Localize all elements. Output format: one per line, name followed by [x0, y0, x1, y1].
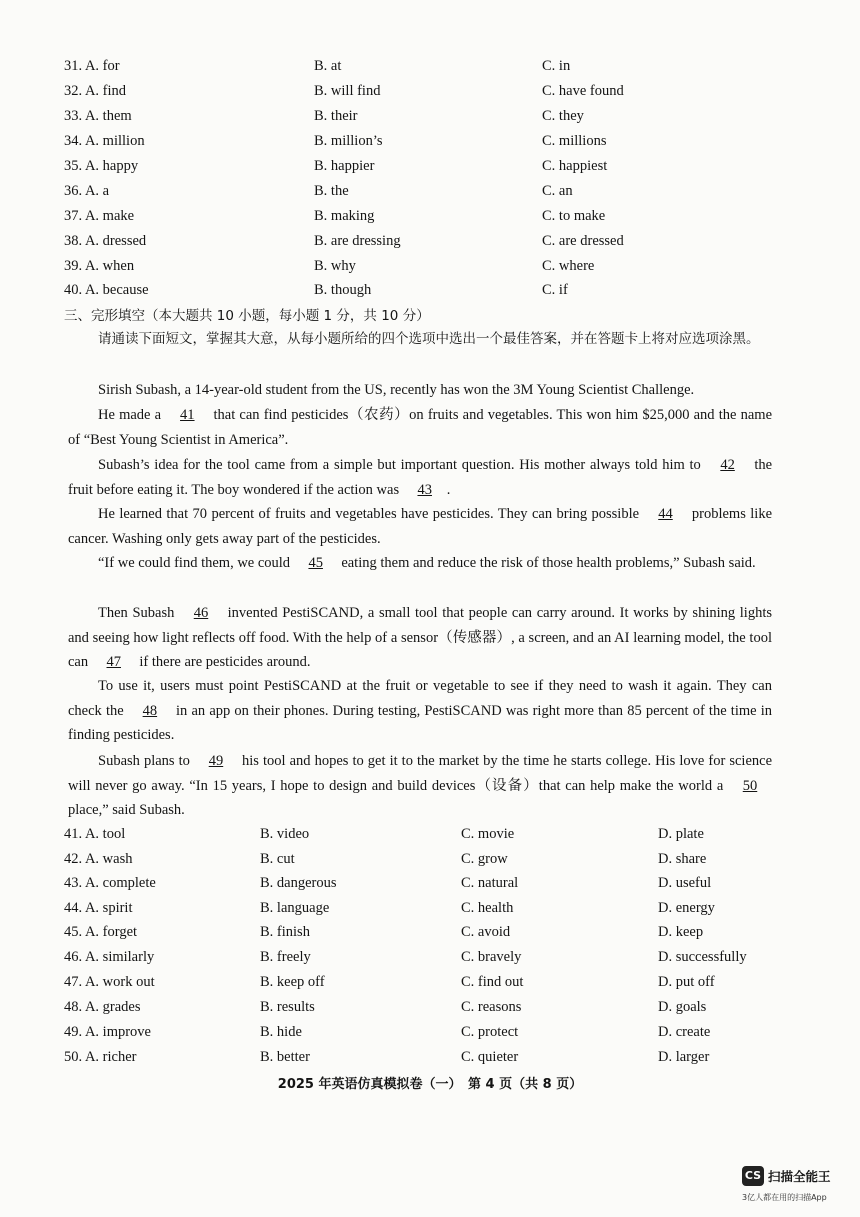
question-46 — [64, 949, 784, 973]
option-c: C. if — [542, 282, 568, 298]
option-c: C. reasons — [461, 999, 522, 1015]
option-a: 47. A. work out — [64, 974, 155, 990]
option-b: B. are dressing — [314, 233, 401, 249]
question-34 — [64, 133, 784, 157]
passage-paragraph-3: Subash’s idea for the tool came from a simple but important question. His mother always told him to 42 the fruit before eating it. The boy wondered if the action was 43 . — [68, 453, 772, 502]
option-a: 45. A. forget — [64, 924, 138, 940]
option-a: 33. A. them — [64, 108, 132, 124]
section-heading: 三、完形填空（本大题共 10 小题，每小题 1 分，共 10 分） — [64, 308, 430, 324]
option-a: 41. A. tool — [64, 826, 126, 842]
option-d: D. useful — [658, 875, 712, 891]
option-c: C. they — [542, 108, 584, 124]
option-b: B. cut — [260, 851, 295, 867]
passage-paragraph-4: He learned that 70 percent of fruits and vegetables have pesticides. They can bring possible 44 problems like cancer. Washing only gets away part of the pesticides. — [68, 502, 772, 551]
passage-paragraph-5: “If we could find them, we could 45 eating them and reduce the risk of those health problems,” Subash said. — [68, 551, 772, 576]
option-d: D. share — [658, 851, 707, 867]
blank-45: 45 — [308, 555, 323, 571]
question-40 — [64, 282, 784, 306]
option-d: D. keep — [658, 924, 704, 940]
option-c: C. quieter — [461, 1049, 519, 1065]
option-c: C. happiest — [542, 158, 608, 174]
question-42 — [64, 851, 784, 875]
option-a: 43. A. complete — [64, 875, 156, 891]
option-c: C. natural — [461, 875, 519, 891]
option-a: 37. A. make — [64, 208, 135, 224]
question-45 — [64, 924, 784, 948]
option-a: 42. A. wash — [64, 851, 133, 867]
blank-46: 46 — [193, 605, 209, 621]
question-43 — [64, 875, 784, 899]
option-c: C. an — [542, 183, 573, 199]
option-a: 34. A. million — [64, 133, 145, 149]
blank-41: 41 — [180, 407, 195, 423]
passage-paragraph-8: Subash plans to 49 his tool and hopes to get it to the market by the time he starts college. His love for science will never go away. “In 15 years, I hope to design and build devices（设备）that can help make the world a 50 place,” said Subash. — [68, 749, 772, 823]
passage-paragraph-6: Then Subash 46 invented PestiSCAND, a small tool that people can carry around. It works by shining lights and seeing how light reflects off food. With the help of a sensor（传感器）, a screen, and an AI learning model, the tool can 47 if there are pesticides around. — [68, 601, 772, 675]
option-a: 44. A. spirit — [64, 900, 133, 916]
blank-48: 48 — [142, 702, 158, 719]
passage-paragraph-1: Sirish Subash, a 14-year-old student from the US, recently has won the 3M Young Scientist Challenge. — [98, 382, 695, 398]
blank-50: 50 — [742, 777, 758, 794]
question-49 — [64, 1024, 784, 1048]
camscanner-logo-icon: CS — [742, 1166, 764, 1186]
question-50 — [64, 1049, 784, 1073]
option-a: 46. A. similarly — [64, 949, 155, 965]
option-c: C. health — [461, 900, 514, 916]
question-35 — [64, 158, 784, 182]
option-b: B. million’s — [314, 133, 383, 149]
option-c: C. grow — [461, 851, 508, 867]
option-c: C. protect — [461, 1024, 519, 1040]
option-c: C. movie — [461, 826, 515, 842]
blank-47: 47 — [106, 654, 121, 671]
question-48 — [64, 999, 784, 1023]
option-c: C. millions — [542, 133, 607, 149]
option-a: 38. A. dressed — [64, 233, 147, 249]
question-33 — [64, 108, 784, 132]
option-d: D. larger — [658, 1049, 710, 1065]
option-c: C. are dressed — [542, 233, 624, 249]
blank-43: 43 — [417, 481, 432, 498]
option-d: D. successfully — [658, 949, 747, 965]
option-c: C. bravely — [461, 949, 522, 965]
option-b: B. dangerous — [260, 875, 337, 891]
option-c: C. have found — [542, 83, 624, 99]
passage-paragraph-2: He made a 41 that can find pesticides（农药）on fruits and vegetables. This won him $25,000 and the name of “Best Young Scientist in America”. — [68, 403, 772, 452]
question-32 — [64, 83, 784, 107]
option-b: B. will find — [314, 83, 381, 99]
option-b: B. happier — [314, 158, 375, 174]
option-b: B. at — [314, 58, 342, 74]
option-b: B. freely — [260, 949, 311, 965]
page-footer: 2025 年英语仿真模拟卷（一） 第 4 页（共 8 页） — [277, 1077, 583, 1092]
option-a: 32. A. find — [64, 83, 127, 99]
scanner-watermark — [742, 1166, 831, 1202]
blank-42: 42 — [720, 457, 735, 473]
option-b: B. results — [260, 999, 315, 1015]
blank-44: 44 — [658, 506, 673, 522]
option-c: C. to make — [542, 208, 606, 224]
question-37 — [64, 208, 784, 232]
option-a: 31. A. for — [64, 58, 120, 74]
option-a: 49. A. improve — [64, 1024, 151, 1040]
question-39 — [64, 258, 784, 282]
watermark-name: 扫描全能王 — [768, 1169, 831, 1184]
option-b: B. hide — [260, 1024, 302, 1040]
option-a: 40. A. because — [64, 282, 149, 298]
option-b: B. though — [314, 282, 372, 298]
option-b: B. finish — [260, 924, 310, 940]
option-d: D. energy — [658, 900, 715, 916]
option-b: B. why — [314, 258, 356, 274]
option-c: C. where — [542, 258, 595, 274]
option-a: 35. A. happy — [64, 158, 139, 174]
option-b: B. better — [260, 1049, 310, 1065]
question-38 — [64, 233, 784, 257]
option-d: D. goals — [658, 999, 707, 1015]
option-a: 50. A. richer — [64, 1049, 137, 1065]
question-41 — [64, 826, 784, 850]
option-a: 36. A. a — [64, 183, 110, 199]
question-31 — [64, 58, 784, 82]
question-47 — [64, 974, 784, 998]
option-b: B. making — [314, 208, 375, 224]
option-b: B. keep off — [260, 974, 325, 990]
option-b: B. their — [314, 108, 358, 124]
option-b: B. video — [260, 826, 310, 842]
question-36 — [64, 183, 784, 207]
option-c: C. avoid — [461, 924, 511, 940]
option-c: C. in — [542, 58, 571, 74]
option-b: B. the — [314, 183, 349, 199]
question-44 — [64, 900, 784, 924]
option-b: B. language — [260, 900, 330, 916]
option-a: 48. A. grades — [64, 999, 141, 1015]
passage-paragraph-7: To use it, users must point PestiSCAND at the fruit or vegetable to see if they need to wash it again. They can check the 48 in an app on their phones. During testing, PestiSCAND was right more than 85 percent of the time in finding pesticides. — [68, 678, 773, 744]
option-d: D. put off — [658, 974, 715, 990]
option-d: D. create — [658, 1024, 711, 1040]
option-d: D. plate — [658, 826, 704, 842]
option-a: 39. A. when — [64, 258, 135, 274]
blank-49: 49 — [208, 753, 224, 769]
section-instruction: 请通读下面短文，掌握其大意，从每小题所给的四个选项中选出一个最佳答案，并在答题卡上将对应选项涂黑。 — [98, 331, 760, 347]
option-c: C. find out — [461, 974, 524, 990]
watermark-tagline: 3亿人都在用的扫描App — [742, 1193, 827, 1202]
